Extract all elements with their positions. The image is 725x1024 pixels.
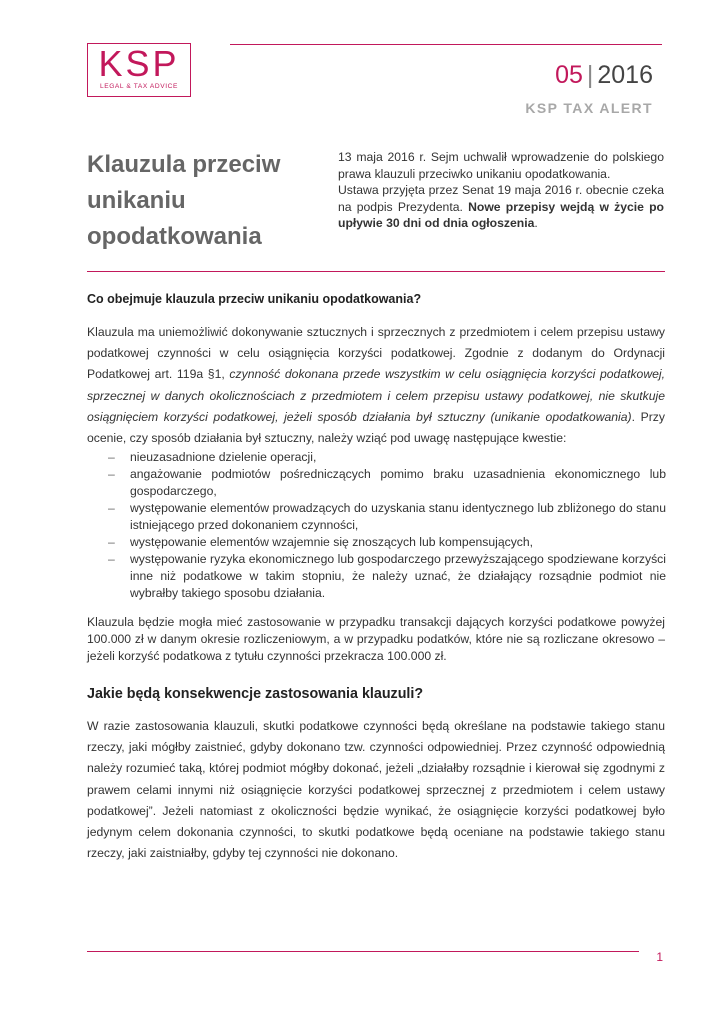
section-1-paragraph-2: Klauzula będzie mogła mieć zastosowanie w przypadku transakcji dających korzyści podatkowe powyżej 100.000 zł w danym okresie rozliczeniowym, a w przypadku podatków, które nie są rozliczane okresowo – jeżeli korzyść podatkowa z tytułu czynności przekracza 100.000 zł. [87, 615, 665, 663]
logo-wordmark: KSP [98, 43, 180, 84]
dash-bullet: – [108, 552, 115, 566]
document-title [87, 147, 297, 255]
list-item [108, 551, 666, 602]
dash-bullet: – [108, 467, 115, 481]
issue-separator: | [586, 61, 594, 89]
title-line-2: unikaniu [87, 187, 186, 214]
lead-text: Ustawa przyjęta przez Senat 19 maja 2016 r. obecnie czeka na podpis Prezydenta. [338, 183, 664, 214]
legal-quote: czynność dokonana przede wszystkim w celu osiągnięcia korzyści podatkowej, sprzecznej w danych okolicznościach z przedmiotem i celem przepisu ustawy podatkowej, nie skutkuje osiągnięciem korzyści podatkowej, jeżeli sposób działania był sztuczny (unikanie opodatkowania) [87, 367, 665, 424]
paragraph-text-end: . Przy ocenie, czy sposób działania był sztuczny, należy wziąć pod uwagę następujące kwestie: [87, 409, 665, 446]
title-line-1: Klauzula przeciw [87, 151, 281, 178]
issue-year: 2016 [597, 61, 653, 89]
company-logo [87, 43, 191, 97]
logo-tagline: LEGAL & TAX ADVICE [99, 83, 179, 90]
lead-summary [338, 149, 664, 232]
list-item [108, 534, 666, 551]
list-item-text: występowanie elementów wzajemnie się znoszących lub kompensujących, [130, 535, 534, 549]
page-number: 1 [656, 950, 663, 964]
list-item-text: angażowanie podmiotów pośredniczących pomimo braku uzasadnienia ekonomicznego lub gospodarczego, [130, 467, 666, 498]
title-line-3: opodatkowania [87, 223, 262, 250]
issue-info [555, 60, 653, 90]
paragraph-text: Klauzula ma uniemożliwić dokonywanie sztucznych i sprzecznych z przedmiotem i celem przepisu ustawy podatkowej czynności w celu osiągnięcia korzyści podatkowej. Zgodnie z dodanym do Ordynacji Podatkowej art. 119a §1, [87, 325, 665, 382]
dash-bullet: – [108, 535, 115, 549]
section-1-heading: Co obejmuje klauzula przeciw unikaniu opodatkowania? [87, 292, 422, 306]
section-1-paragraph-1 [87, 322, 665, 449]
list-item [108, 466, 666, 500]
lead-paragraph-2 [338, 182, 664, 232]
dash-bullet: – [108, 501, 115, 515]
lead-paragraph-1: 13 maja 2016 r. Sejm uchwalił wprowadzenie do polskiego prawa klauzuli przeciwko unikaniu opodatkowania. [338, 150, 664, 181]
section-2-heading: Jakie będą konsekwencje zastosowania klauzuli? [87, 686, 424, 702]
list-item [108, 449, 666, 466]
header-divider [230, 44, 662, 45]
footer-divider [87, 951, 639, 952]
lead-end: . [534, 216, 538, 230]
lead-emphasis: Nowe przepisy wejdą w życie po upływie 30 dni od dnia ogłoszenia [338, 199, 665, 230]
dash-bullet: – [108, 450, 115, 464]
alert-label: KSP TAX ALERT [525, 100, 653, 116]
criteria-list [108, 449, 666, 602]
list-item-text: nieuzasadnione dzielenie operacji, [130, 450, 317, 464]
section-divider [87, 271, 665, 272]
issue-number: 05 [555, 61, 583, 89]
list-item-text: występowanie ryzyka ekonomicznego lub gospodarczego przewyższającego spodziewane korzyści inne niż podatkowe w takim stopniu, że należy uznać, że działający rozsądnie podmiot nie wybrałby takiego sposobu działania. [130, 552, 666, 600]
list-item-text: występowanie elementów prowadzących do uzyskania stanu identycznego lub zbliżonego do stanu istniejącego przed dokonaniem czynności, [130, 501, 666, 532]
list-item [108, 500, 666, 534]
section-2-paragraph-1: W razie zastosowania klauzuli, skutki podatkowe czynności będą określane na podstawie takiego stanu rzeczy, jaki mógłby zaistnieć, gdyby dokonano tzw. czynności odpowiedniej. Przez czynność odpowiednią należy rozumieć taką, której podmiot mógłby dokonać, jeżeli „działałby rozsądnie i kierował się zgodnymi z prawem celami innymi niż osiągnięcie korzyści podatkowej sprzecznej z przedmiotem i celem ustawy podatkowej”. Jeżeli natomiast z okoliczności będzie wynikać, że osiągnięcie korzyści podatkowej było jedynym celem dokonania czynności, to skutki podatkowe będą oceniane na podstawie takiego stanu rzeczy, jaki zaistniałby, gdyby tej czynności nie dokonano. [87, 719, 665, 861]
